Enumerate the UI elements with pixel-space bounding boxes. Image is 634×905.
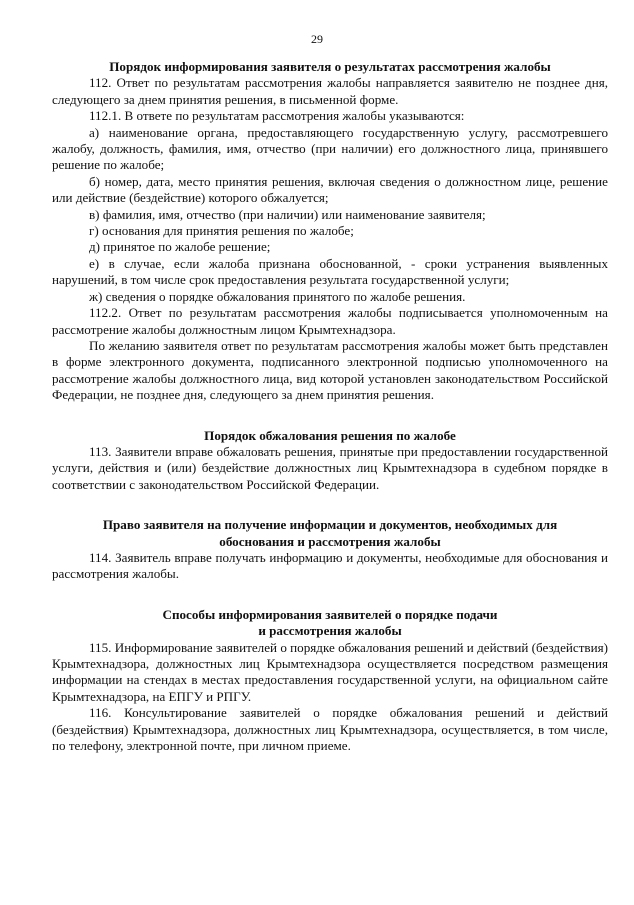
- list-item-e: е) в случае, если жалоба признана обоснованной, - сроки устранения выявленных нарушений, в том числе срок предоставления результата государственной услуги;: [52, 255, 608, 288]
- section-title-methods-line2: и рассмотрения жалобы: [258, 623, 402, 639]
- document-body: [52, 59, 608, 754]
- paragraph-113: 113. Заявители вправе обжаловать решения, принятые при предоставлении государственной услуги, действия и (или) бездействие должностных лиц Крымтехнадзора в судебном порядке в соответствии с законодательством Российской Федерации.: [52, 443, 608, 492]
- paragraph-112-2: 112.2. Ответ по результатам рассмотрения жалобы подписывается уполномоченным на рассмотрение жалобы должностным лицом Крымтехнадзора.: [52, 305, 608, 337]
- list-item-d: д) принятое по жалобе решение;: [89, 239, 271, 255]
- section-title-methods-line1: Способы информирования заявителей о порядке подачи: [162, 606, 498, 622]
- paragraph-112-1: 112.1. В ответе по результатам рассмотрения жалобы указываются:: [89, 108, 465, 124]
- list-item-b: б) номер, дата, место принятия решения, включая сведения о должностном лице, решение или действие (бездействие) которого обжалуется;: [52, 173, 608, 206]
- section-title-rights-line2: обоснования и рассмотрения жалобы: [219, 533, 441, 549]
- list-item-v: в) фамилия, имя, отчество (при наличии) или наименование заявителя;: [89, 206, 486, 222]
- paragraph-115: 115. Информирование заявителей о порядке обжалования решений и действий (бездействия) Крымтехнадзора, должностных лиц Крымтехнадзора осуществляется посредством размещения информации на стендах в местах предоставления государственной услуги, на официальном сайте Крымтехнадзора, на ЕПГУ и РПГУ.: [52, 639, 608, 704]
- list-item-zh: ж) сведения о порядке обжалования принятого по жалобе решения.: [89, 288, 466, 304]
- paragraph-114: 114. Заявитель вправе получать информацию и документы, необходимые для обоснования и рассмотрения жалобы.: [52, 549, 608, 582]
- list-item-a: а) наименование органа, предоставляющего государственную услугу, рассмотревшего жалобу, должность, фамилия, имя, отчество (при наличии) его должностного лица, принявшего решение по жалобе;: [52, 124, 608, 173]
- section-title-informing: Порядок информирования заявителя о результатах рассмотрения жалобы: [109, 59, 551, 74]
- section-title-rights-line1: Право заявителя на получение информации и документов, необходимых для: [102, 517, 558, 533]
- section-title-appeal: Порядок обжалования решения по жалобе: [204, 427, 456, 443]
- list-item-g: г) основания для принятия решения по жалобе;: [89, 223, 354, 239]
- paragraph-electronic-answer: По желанию заявителя ответ по результатам рассмотрения жалобы может быть представлен в форме электронного документа, подписанного электронной подписью уполномоченного на рассмотрение жалобы должностного лица, вид которой установлен законодательством Российской Федерации, не позднее дня, следующего за днем принятия решения.: [52, 337, 608, 403]
- paragraph-112: 112. Ответ по результатам рассмотрения жалобы направляется заявителю не позднее дня, следующего за днем принятия решения, в письменной форме.: [52, 75, 608, 107]
- page-number: 29: [311, 32, 323, 46]
- paragraph-116: 116. Консультирование заявителей о порядке обжалования решений и действий (бездействия) Крымтехнадзора, должностных лиц Крымтехнадзора, осуществляется, в том числе, по телефону, электронной почте, при личном приеме.: [52, 705, 608, 754]
